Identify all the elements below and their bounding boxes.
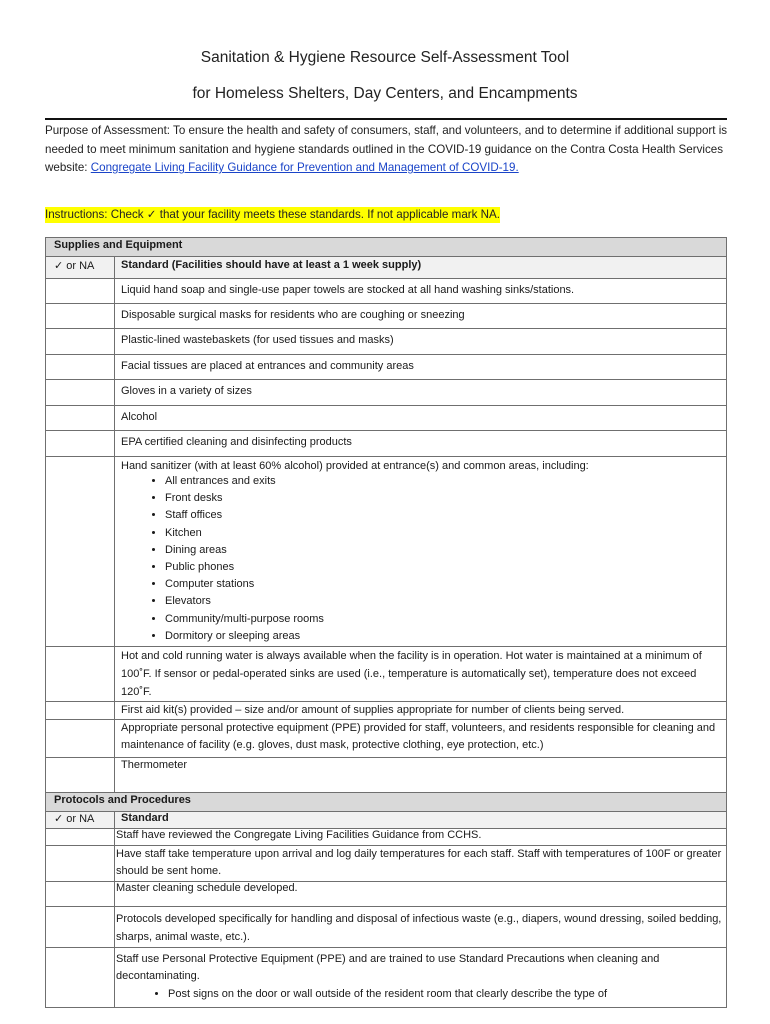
standard-thermometer: Thermometer (115, 758, 727, 793)
standard-ppe: Appropriate personal protective equipment (PPE) provided for staff, volunteers, and residents responsible for cleaning and maintenance of facility (e.g. gloves, dust mask, protective clothing, eye protection, etc.) (115, 720, 727, 758)
purpose-paragraph (45, 122, 729, 178)
check-cell[interactable] (46, 758, 115, 793)
protocols-table (45, 792, 727, 1008)
hand-sanitizer-text: Hand sanitizer (with at least 60% alcohol) provided at entrance(s) and common areas, including: (121, 460, 589, 472)
list-item: • Community/multi-purpose rooms (165, 611, 720, 628)
protocol-ppe-training (115, 948, 727, 1008)
document-title: Sanitation & Hygiene Resource Self-Assessment Tool (200, 49, 570, 66)
check-cell[interactable] (46, 279, 115, 304)
standard-facial-tissues: Facial tissues are placed at entrances and community areas (115, 355, 727, 380)
check-cell[interactable] (46, 702, 115, 720)
standard-column-header: Standard (115, 812, 727, 829)
check-cell[interactable] (46, 882, 115, 907)
standard-wastebaskets: Plastic-lined wastebaskets (for used tissues and masks) (115, 329, 727, 355)
check-cell[interactable] (46, 829, 115, 846)
check-cell[interactable] (46, 647, 115, 702)
check-column-header: ✓ or NA (46, 257, 115, 279)
standard-running-water: Hot and cold running water is always available when the facility is in operation. Hot water is maintained at a minimum of 100˚F. If sensor or pedal-operated sinks are used (i.e., temperature is automatically set), temperature does not exceed 120˚F. (115, 647, 727, 702)
list-item: • Staff offices (165, 507, 720, 524)
check-column-header: ✓ or NA (46, 812, 115, 829)
document-subtitle: for Homeless Shelters, Day Centers, and Encampments (192, 85, 578, 102)
protocol-cleaning-schedule: Master cleaning schedule developed. (115, 882, 727, 907)
standard-gloves: Gloves in a variety of sizes (115, 380, 727, 406)
list-item: • Front desks (165, 490, 720, 507)
supplies-section-title: Supplies and Equipment (46, 238, 727, 257)
check-cell[interactable] (46, 304, 115, 329)
list-item: • Dining areas (165, 542, 720, 559)
standard-surgical-masks: Disposable surgical masks for residents who are coughing or sneezing (115, 304, 727, 329)
check-cell[interactable] (46, 431, 115, 457)
check-cell[interactable] (46, 948, 115, 1008)
ppe-training-text: Staff use Personal Protective Equipment (PPE) and are trained to use Standard Precautions when cleaning and decontaminating. (116, 953, 660, 982)
supplies-table (45, 237, 727, 793)
protocol-cchs-guidance: Staff have reviewed the Congregate Living Facilities Guidance from CCHS. (115, 829, 727, 846)
check-cell[interactable] (46, 846, 115, 882)
list-item: • All entrances and exits (165, 473, 720, 490)
list-item: • Public phones (165, 559, 720, 576)
standard-soap-towels: Liquid hand soap and single-use paper towels are stocked at all hand washing sinks/stations. (115, 279, 727, 304)
standard-cleaning-products: EPA certified cleaning and disinfecting products (115, 431, 727, 457)
list-item: • Elevators (165, 593, 720, 610)
check-cell[interactable] (46, 907, 115, 948)
check-cell[interactable] (46, 355, 115, 380)
list-item: • Computer stations (165, 576, 720, 593)
instructions-highlight: Instructions: Check ✓ that your facility meets these standards. If not applicable mark NA. (45, 208, 500, 221)
standard-column-header: Standard (Facilities should have at least a 1 week supply) (115, 257, 727, 279)
standard-hand-sanitizer (115, 457, 727, 647)
list-item: • Post signs on the door or wall outside of the resident room that clearly describe the type of (168, 986, 722, 1002)
ppe-sub-list (116, 986, 722, 1002)
list-item: • Dormitory or sleeping areas (165, 628, 720, 645)
check-cell[interactable] (46, 329, 115, 355)
sanitizer-location-list (121, 473, 720, 645)
standard-alcohol: Alcohol (115, 406, 727, 431)
check-cell[interactable] (46, 457, 115, 647)
check-cell[interactable] (46, 380, 115, 406)
protocol-staff-temperature: Have staff take temperature upon arrival and log daily temperatures for each staff. Staff with temperatures of 100F or greater should be sent home. (115, 846, 727, 882)
protocol-infectious-waste: Protocols developed specifically for handling and disposal of infectious waste (e.g., diapers, wound dressing, soiled bedding, sharps, animal waste, etc.). (115, 907, 727, 948)
check-cell[interactable] (46, 720, 115, 758)
purpose-text: Purpose of Assessment: To ensure the health and safety of consumers, staff, and volunteers, and to determine if additional support is needed to meet minimum sanitation and hygiene standards outlined in the COVID-19 guidance on the Contra Costa Health Services website: (45, 124, 728, 175)
title-divider (45, 118, 727, 120)
guidance-link[interactable]: Congregate Living Facility Guidance for Prevention and Management of COVID-19. (90, 161, 519, 175)
standard-first-aid: First aid kit(s) provided – size and/or amount of supplies appropriate for number of clients being served. (115, 702, 727, 720)
list-item: • Kitchen (165, 525, 720, 542)
protocols-section-title: Protocols and Procedures (46, 793, 727, 812)
check-cell[interactable] (46, 406, 115, 431)
